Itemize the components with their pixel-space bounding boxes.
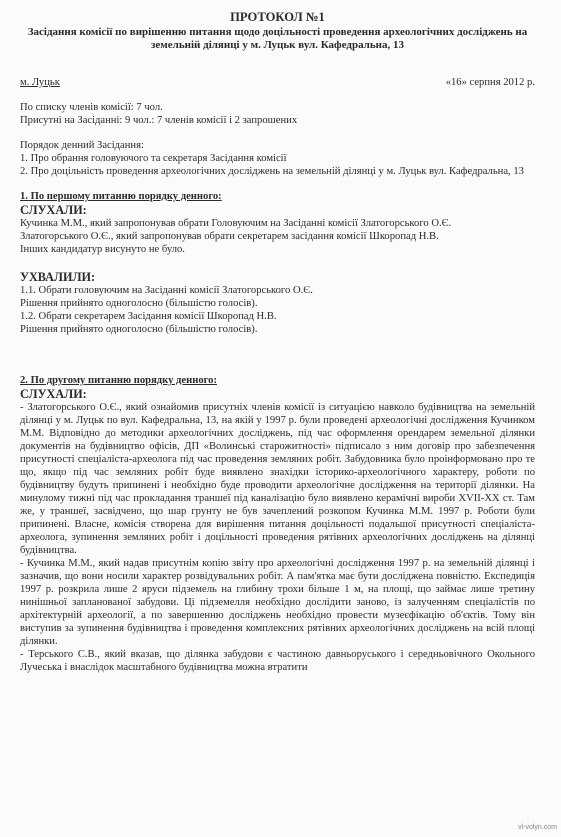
agenda-block bbox=[20, 139, 535, 178]
attendance-block bbox=[20, 101, 535, 127]
heard-item: Кучинка М.М., який запропонував обрати Головуючим на Засіданні комісії Златогорського О.Є. bbox=[20, 218, 452, 229]
decision-line: Рішення прийнято одноголосно (більшістю голосів). bbox=[20, 324, 258, 335]
city: м. Луцьк bbox=[20, 77, 60, 88]
body-paragraph: - Кучинка М.М., який надав присутнім копію звіту про археологічні дослідження 1997 р. на земельній ділянці і зазначив, що вони носили характер розвідувальних робіт. А пам'ятка має бути досліджена повністю. Експедиція 1997 р. розкрила лише 2 яруси підземель на глибину трохи більше 1 м, на площі, що займає лише третину нинішньої запланованої забудови. Ці підземелля необхідно дослідити заново, із залученням спеціалістів по архітектурній археології, а по завершенню досліджень необхідно провести музеєфікацію об'єктів. Тому він виступив за зупинення будівництва і проведення комплексних рятівних археологічних досліджень на всій площі ділянки. bbox=[20, 558, 535, 647]
agenda-item: 1. Про обрання головуючого та секретаря Засідання комісії bbox=[20, 153, 287, 164]
decision-line: 1.2. Обрати секретарем Засідання комісії Шкоропад Н.В. bbox=[20, 311, 277, 322]
attendance-line: По списку членів комісії: 7 чол. bbox=[20, 102, 163, 113]
section-heading: 1. По першому питанню порядку денного: bbox=[20, 191, 222, 202]
heard-label: СЛУХАЛИ: bbox=[20, 387, 87, 401]
document-title: ПРОТОКОЛ №1 bbox=[230, 10, 325, 24]
date: «16» серпня 2012 р. bbox=[445, 77, 535, 88]
decision-1 bbox=[20, 270, 535, 336]
section-heading: 2. По другому питанню порядку денного: bbox=[20, 375, 217, 386]
heard-label: СЛУХАЛИ: bbox=[20, 203, 87, 217]
decided-label: УХВАЛИЛИ: bbox=[20, 270, 96, 284]
decision-line: Рішення прийнято одноголосно (більшістю голосів). bbox=[20, 298, 258, 309]
body-paragraph: - Златогорського О.Є., який ознайомив присутніх членів комісії із ситуацією навколо будівництва на земельній ділянці у м. Луцьк по вул. Кафедральна, 13, на якій у 1997 р. були проведені археологічні дослідження Кучинком М.М. Відповідно до методики археологічних досліджень, під час оформлення орендарем земельної ділянки документів на будівництво офісів, ДП «Волинські старожитності» підписало з ним договір про забезпечення присутності спеціаліста-археолога під час проведення земляних робіт. Забудовника було проінформовано про те що, якщо під час земляних робіт буде виявлено знахідки історико-археологічного характеру, роботи по будівництву будуть припинені і необхідно буде проводити археологічне дослідження на території ділянки. На минулому тижні під час прокладання траншеї під каналізацію було виявлено керамічні вироби XVII-XX ст. Там же, у траншеї, засвідчено, що шар грунту не був зачеплений розкопом Кучинка М.М. 1997 р. Роботи були припинені. Власне, комісія створена для вирішення питання доцільності подальшої присутності спеціаліста-археолога, зупинення земляних робіт і доцільності проведення рятівних археологічних досліджень на ділянці будівництва. bbox=[20, 402, 535, 556]
section-2 bbox=[20, 374, 535, 674]
decision-line: 1.1. Обрати головуючим на Засіданні комісії Златогорського О.Є. bbox=[20, 285, 313, 296]
agenda-item: 2. Про доцільність проведення археологічних досліджень на земельній ділянці у м. Луцьк вул. Кафедральна, 13 bbox=[20, 166, 524, 177]
watermark: vl-volyn.com bbox=[518, 824, 557, 831]
place-date-row bbox=[20, 76, 535, 89]
agenda-title: Порядок денний Засідання: bbox=[20, 140, 144, 151]
attendance-line: Присутні на Засіданні: 9 чол.: 7 членів комісії і 2 запрошених bbox=[20, 115, 298, 126]
heard-item: Златогорського О.Є., який запропонував обрати секретарем засідання комісії Шкоропад Н.В. bbox=[20, 231, 439, 242]
heard-item: Інших кандидатур висунуто не було. bbox=[20, 244, 185, 255]
document-subtitle: Засідання комісії по вирішенню питання щодо доцільності проведення археологічних досліджень на земельній ділянці у м. Луцьк вул. Кафедральна, 13 bbox=[27, 26, 528, 51]
body-paragraph: - Терського С.В., який вказав, що ділянка забудови є частиною давньоруського і середньовічного Окольного Лучеська і внаслідок масштабного будівництва можна втратити bbox=[20, 649, 535, 673]
section-1 bbox=[20, 190, 535, 256]
